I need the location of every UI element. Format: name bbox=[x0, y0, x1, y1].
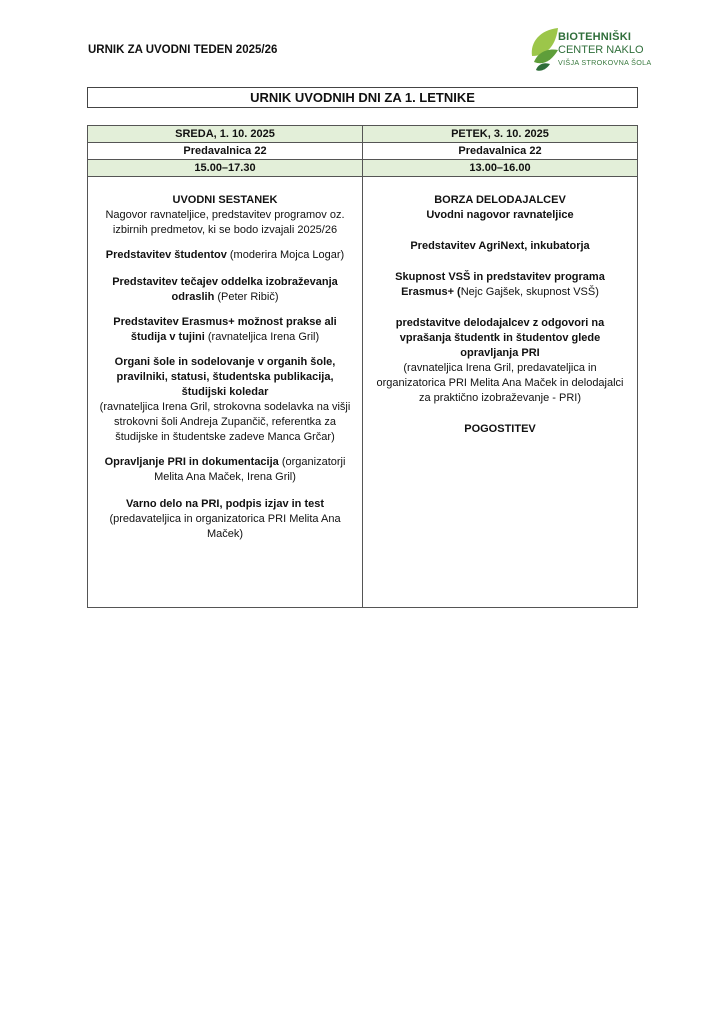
list-item bbox=[371, 270, 629, 300]
list-item bbox=[96, 455, 354, 485]
item-heading: Predstavitev Erasmus+ možnost prakse ali študija v tujini bbox=[113, 316, 337, 343]
list-item bbox=[96, 315, 354, 345]
list-item bbox=[96, 248, 354, 263]
logo-text-line3: VIŠJA STROKOVNA ŠOLA bbox=[558, 58, 652, 67]
program-friday bbox=[363, 177, 638, 608]
item-heading: Predstavitev AgriNext, inkubatorja bbox=[410, 240, 590, 252]
logo-text-line1: BIOTEHNIŠKI bbox=[558, 31, 632, 43]
list-item bbox=[96, 497, 354, 542]
list-item bbox=[96, 275, 354, 305]
schedule-table bbox=[87, 125, 638, 608]
item-detail: (ravnateljica Irena Gril, predavateljica in organizatorica PRI Melita Ana Maček in delodajalci za praktično izobraževanje - PRI) bbox=[376, 362, 624, 404]
item-heading: Uvodni nagovor ravnateljice bbox=[426, 209, 574, 221]
item-detail: Nagovor ravnateljice, predstavitev programov oz. izbirnih predmetov, ki se bodo izvajali 2025/26 bbox=[105, 209, 345, 236]
document-header-label: URNIK ZA UVODNI TEDEN 2025/26 bbox=[88, 44, 278, 56]
item-heading: Skupnost VSŠ in predstavitev programa Erasmus+ ( bbox=[395, 271, 605, 298]
list-item bbox=[371, 422, 629, 437]
time-wednesday: 15.00–17.30 bbox=[88, 160, 363, 177]
room-row bbox=[88, 143, 638, 160]
list-item bbox=[371, 193, 629, 208]
item-heading: BORZA DELODAJALCEV bbox=[434, 194, 566, 206]
item-heading: Predstavitev študentov bbox=[105, 249, 227, 261]
item-detail: (predavateljica in organizatorica PRI Melita Ana Maček) bbox=[109, 513, 341, 540]
item-detail: (ravnateljica Irena Gril, strokovna sodelavka na višji strokovni šoli Andreja Zupančič, referentka za študijske in študentske zadeve Manca Grčar) bbox=[99, 401, 351, 443]
item-heading: predstavitve delodajalcev z odgovori na vprašanja študentk in študentov glede opravljanja PRI bbox=[395, 317, 605, 359]
list-item bbox=[96, 193, 354, 238]
time-friday: 13.00–16.00 bbox=[363, 160, 638, 177]
item-detail: (Peter Ribič) bbox=[214, 291, 279, 303]
room-friday: Predavalnica 22 bbox=[363, 143, 638, 160]
item-heading: POGOSTITEV bbox=[464, 423, 536, 435]
item-heading: Opravljanje PRI in dokumentacija bbox=[104, 456, 279, 468]
page-title: URNIK UVODNIH DNI ZA 1. LETNIKE bbox=[87, 87, 638, 108]
list-item bbox=[371, 239, 629, 254]
item-heading: Varno delo na PRI, podpis izjav in test bbox=[125, 498, 325, 510]
item-heading: UVODNI SESTANEK bbox=[172, 194, 278, 206]
list-item bbox=[371, 208, 629, 223]
time-row bbox=[88, 160, 638, 177]
day-header-row bbox=[88, 126, 638, 143]
list-item bbox=[96, 355, 354, 445]
item-heading: Organi šole in sodelovanje v organih šole, pravilniki, statusi, študentska publikacija, študijski koledar bbox=[114, 356, 336, 398]
item-detail: Nejc Gajšek, skupnost VSŠ) bbox=[460, 286, 599, 298]
school-logo bbox=[528, 26, 652, 76]
day-friday: PETEK, 3. 10. 2025 bbox=[363, 126, 638, 143]
logo-text-line2: CENTER NAKLO bbox=[558, 44, 644, 56]
list-item bbox=[371, 316, 629, 406]
leaf-logo-icon bbox=[528, 26, 562, 74]
item-detail: (moderira Mojca Logar) bbox=[226, 249, 345, 261]
program-wednesday bbox=[88, 177, 363, 608]
day-wednesday: SREDA, 1. 10. 2025 bbox=[88, 126, 363, 143]
content-row bbox=[88, 177, 638, 608]
item-detail: (organizatorji Melita Ana Maček, Irena Gril) bbox=[154, 456, 346, 483]
room-wednesday: Predavalnica 22 bbox=[88, 143, 363, 160]
item-detail: (ravnateljica Irena Gril) bbox=[204, 331, 320, 343]
item-heading: Predstavitev tečajev oddelka izobraževanja odraslih bbox=[112, 276, 338, 303]
